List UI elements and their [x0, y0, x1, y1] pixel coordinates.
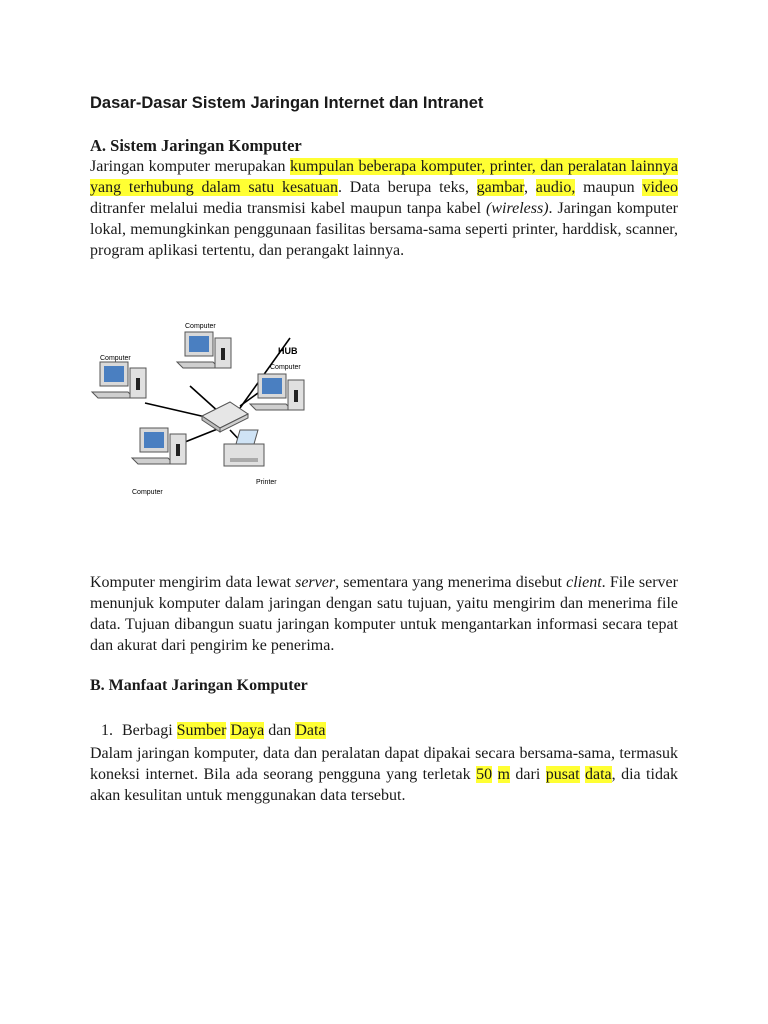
- hub-label: HUB: [278, 346, 298, 356]
- section-a-heading: A. Sistem Jaringan Komputer: [90, 136, 302, 155]
- computer-label: Computer: [132, 489, 163, 496]
- network-diagram: [90, 318, 330, 500]
- printer-icon: [224, 430, 264, 466]
- computer-label: Computer: [185, 323, 216, 330]
- list-item: 1. Berbagi Sumber Daya dan Data: [101, 722, 326, 739]
- computer-label: Computer: [100, 355, 131, 362]
- section-a-paragraph-1: Jaringan komputer merupakan kumpulan beberapa komputer, printer, dan peralatan lainnya yang terhubung dalam satu kesatuan. Data berupa teks, gambar, audio, maupun video ditranfer melalui media transmisi kabel maupun tanpa kabel (wireless). Jaringan komputer lokal, memungkinkan penggunaan fasilitas bersama-sama seperti printer, harddisk, scanner, program aplikasi tertentu, dan perangakt lainnya.: [90, 158, 679, 259]
- section-a-paragraph-2: Komputer mengirim data lewat server, sementara yang menerima disebut client. File server menunjuk komputer dalam jaringan dengan satu tujuan, yaitu mengirim dan menerima file data. Tujuan dibangun suatu jaringan komputer untuk mengantarkan informasi secara tepat dan akurat dari pengirim ke penerima.: [90, 574, 678, 654]
- section-b-paragraph: Dalam jaringan komputer, data dan peralatan dapat dipakai secara bersama-sama, termasuk koneksi internet. Bila ada seorang pengguna yang terletak 50 m dari pusat data, dia tidak akan kesulitan untuk menggunakan data tersebut.: [90, 745, 679, 804]
- benefit-list: [90, 722, 326, 740]
- computer-label: Computer: [270, 364, 301, 371]
- computer-icon: [132, 428, 186, 464]
- printer-label: Printer: [256, 479, 277, 486]
- section-b-heading: B. Manfaat Jaringan Komputer: [90, 677, 308, 694]
- computer-icon: [250, 374, 304, 410]
- computer-icon: [92, 362, 146, 398]
- computer-icon: [177, 332, 231, 368]
- document-title: Dasar-Dasar Sistem Jaringan Internet dan Intranet: [90, 94, 484, 112]
